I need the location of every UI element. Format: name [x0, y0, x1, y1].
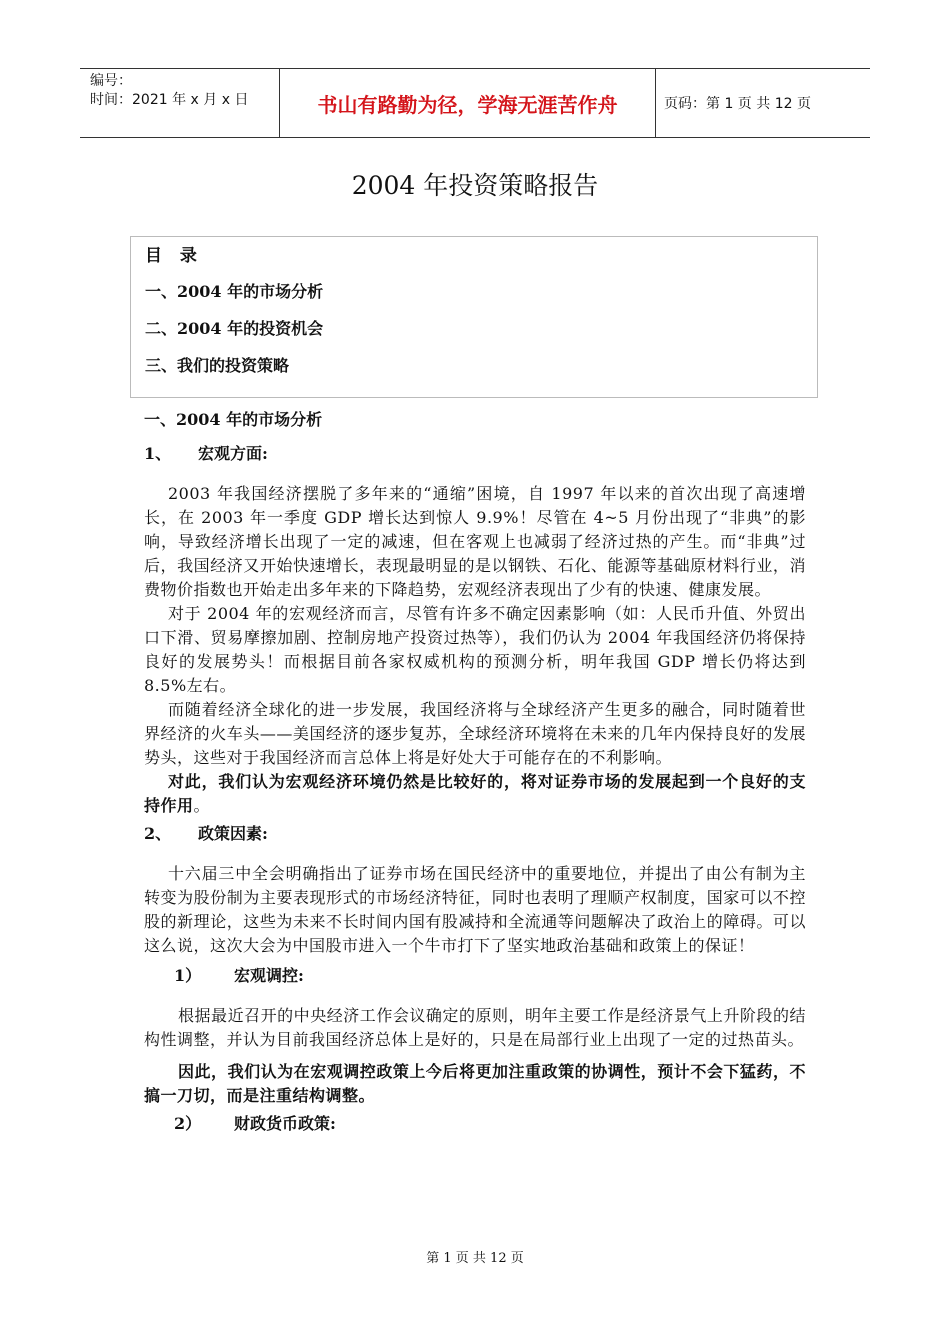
- text: 。: [193, 796, 211, 815]
- sub-subsection-number: 2）: [174, 1114, 202, 1133]
- header-meta: [80, 69, 280, 137]
- toc-item[interactable]: 二、2004 年的投资机会: [145, 319, 324, 338]
- subsection-title: 政策因素:: [198, 824, 268, 843]
- paragraph-conclusion: 因此，我们认为在宏观调控政策上今后将更加注重政策的协调性，预计不会下猛药，不搞一刀切，而是注重结构调整。: [144, 1062, 806, 1105]
- paragraph: 根据最近召开的中央经济工作会议确定的原则，明年主要工作是经济景气上升阶段的结构性调整，并认为目前我国经济总体上是好的，只是在局部行业上出现了一定的过热苗头。: [144, 1006, 806, 1049]
- paragraph: 十六届三中全会明确指出了证券市场在国民经济中的重要地位，并提出了由公有制为主转变为股份制为主要表现形式的市场经济特征，同时也表明了理顺产权制度，国家可以不控股的新理论，这些为未来不长时间内国有股减持和全流通等问题解决了政治上的障碍。可以这么说，这次大会为中国股市进入一个牛市打下了坚实地政治基础和政策上的保证！: [144, 864, 806, 955]
- paragraph: 2003 年我国经济摆脱了多年来的“通缩”困境，自 1997 年以来的首次出现了高速增长，在 2003 年一季度 GDP 增长达到惊人 9.9%！尽管在 4~5 月份出现了“非典”的影响，导致经济增长出现了一定的减速，但在客观上也减弱了经济过热的产生。而“非典”过后，我国经济又开始快速增长，表现最明显的是以钢铁、石化、能源等基础原材料行业，消费物价指数也开始走出多年来的下降趋势，宏观经济表现出了少有的快速、健康发展。: [144, 484, 806, 599]
- bold-text: 对此，我们认为宏观经济环境仍然是比较好的，将对证券市场的发展起到一个良好的支持作用: [144, 772, 806, 815]
- paragraph: 对于 2004 年的宏观经济而言，尽管有许多不确定因素影响（如：人民币升值、外贸出口下滑、贸易摩擦加剧、控制房地产投资过热等），我们仍认为 2004 年我国经济仍将保持良好的发展势头！而根据目前各家权威机构的预测分析，明年我国 GDP 增长仍将达到 8.5%左右。: [144, 604, 806, 695]
- header-number: 编号：: [90, 73, 132, 89]
- sub-subsection-number: 1）: [174, 966, 202, 985]
- page-footer: 第 1 页 共 12 页: [426, 1251, 524, 1266]
- subsection-number: 1、: [144, 444, 172, 463]
- paragraph: 而随着经济全球化的进一步发展，我国经济将与全球经济产生更多的融合，同时随着世界经济的火车头——美国经济的逐步复苏，全球经济环境将在未来的几年内保持良好的发展势头，这些对于我国经济而言总体上将是好处大于可能存在的不利影响。: [144, 700, 806, 767]
- subsection-number: 2、: [144, 824, 172, 843]
- header-time: 时间：2021 年 x 月 x 日: [90, 92, 249, 108]
- toc-heading: 目 录: [145, 246, 203, 266]
- section-heading: 一、2004 年的市场分析: [144, 410, 323, 429]
- sub-subsection-title: 宏观调控:: [234, 966, 304, 985]
- document-body: [144, 404, 806, 1136]
- sub-subsection-heading: [144, 964, 806, 988]
- subsection-title: 宏观方面:: [198, 444, 268, 463]
- sub-subsection-title: 财政货币政策:: [234, 1114, 336, 1133]
- header-table: [80, 68, 870, 138]
- subsection-heading: [144, 822, 806, 846]
- header-motto: 书山有路勤为径，学海无涯苦作舟: [280, 69, 656, 137]
- header-page-info: 页码：第 1 页 共 12 页: [664, 96, 811, 112]
- paragraph-conclusion: [144, 770, 806, 818]
- sub-subsection-heading: [144, 1112, 806, 1136]
- toc-item[interactable]: 三、我们的投资策略: [145, 356, 290, 375]
- table-of-contents: [130, 236, 818, 398]
- document-title: 2004 年投资策略报告: [351, 171, 599, 200]
- subsection-heading: [144, 442, 806, 466]
- toc-item[interactable]: 一、2004 年的市场分析: [145, 282, 324, 301]
